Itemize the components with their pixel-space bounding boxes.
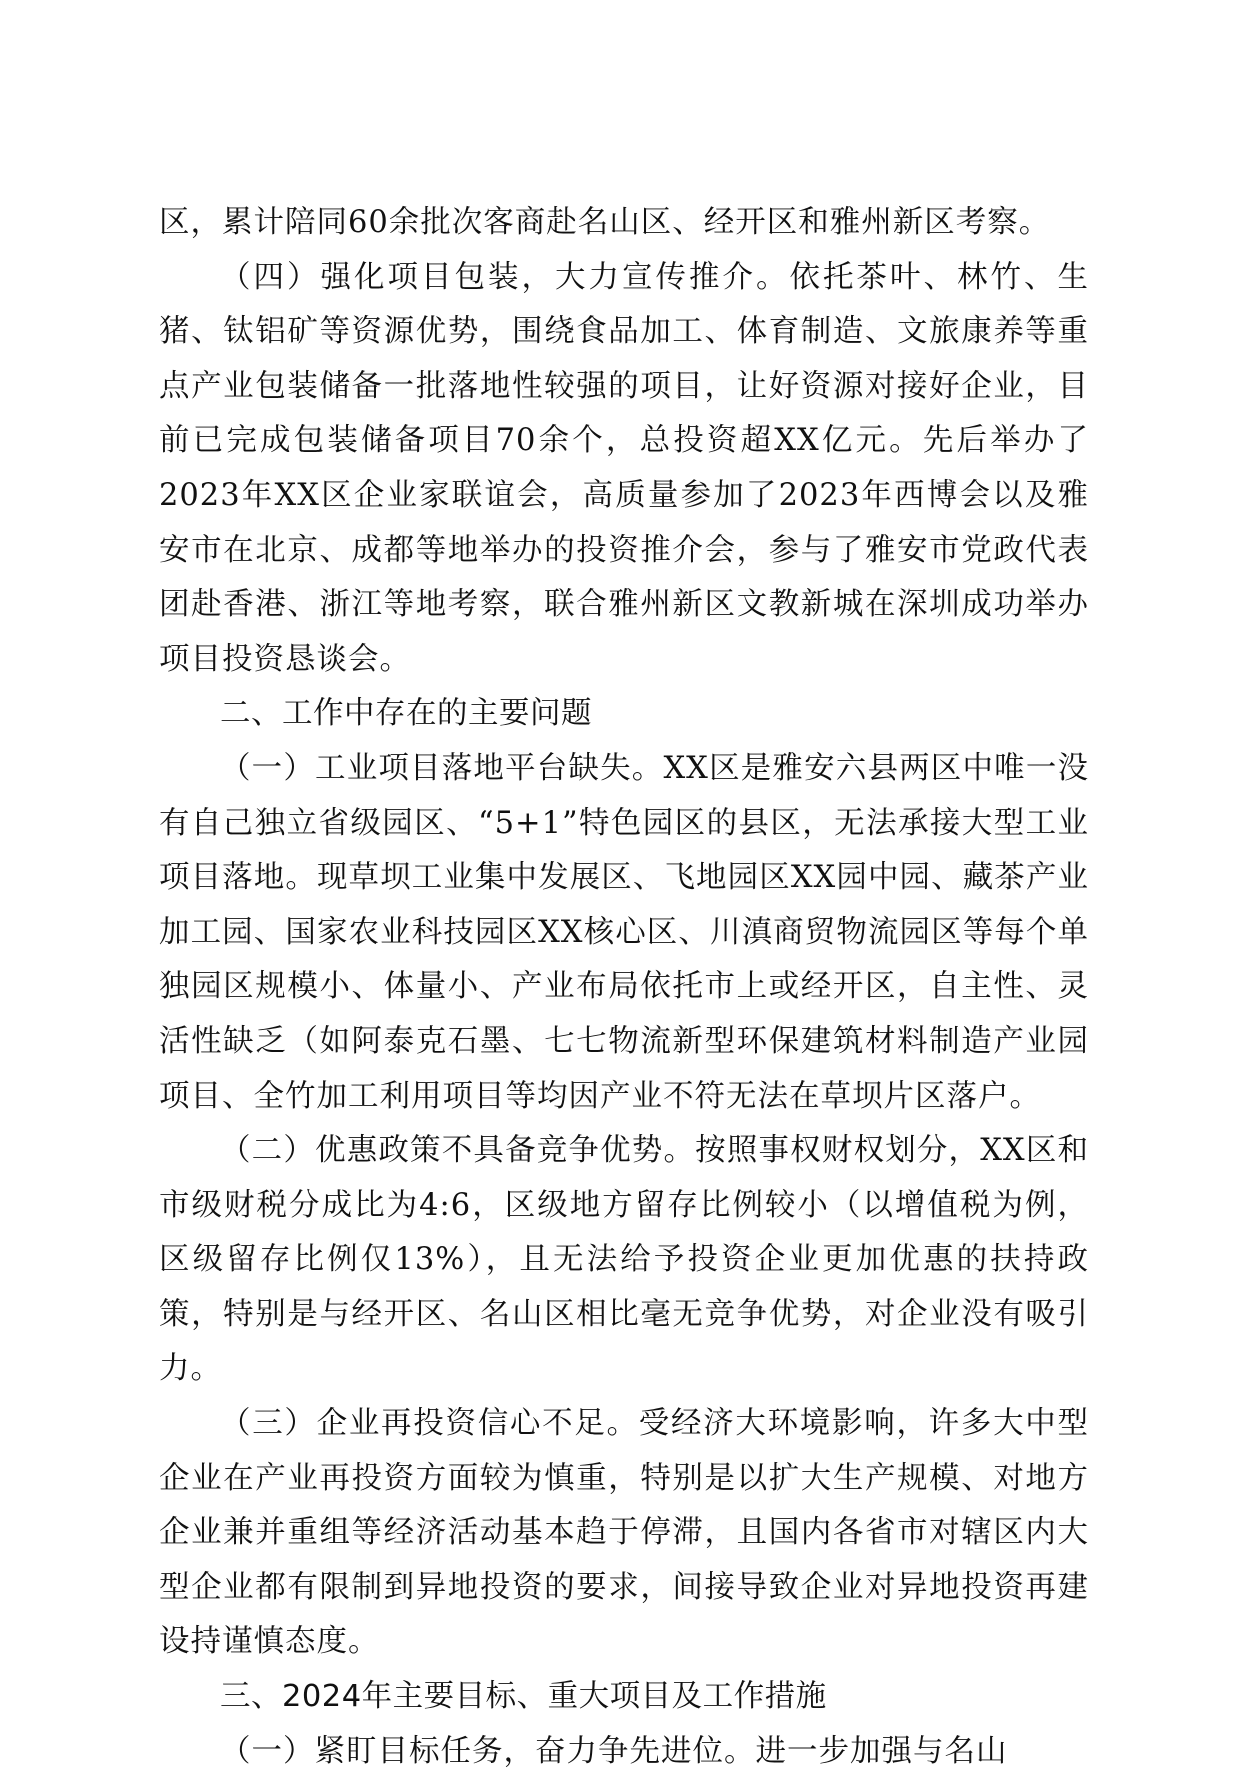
paragraph-target-tasks: （一）紧盯目标任务，奋力争先进位。进一步加强与名山 [220,1733,1008,1769]
paragraph-reinvestment-confidence: （三）企业再投资信心不足。受经济大环境影响，许多大中型企业在产业再投资方面较为慎重，特别是以扩大生产规模、对地方企业兼并重组等经济活动基本趋于停滞，且国内各省市对辖区内大型企业都有限制到异地投资的要求，间接导致企业对异地投资再建设持谨慎态度。 [159,1406,1089,1660]
paragraph-lead: （三）企业再投资信心不足。 [220,1406,639,1442]
paragraph-lead: （二）优惠政策不具备竞争优势。 [220,1133,696,1169]
section-heading-problems: 二、工作中存在的主要问题 [220,696,592,732]
paragraph-lead: （一）紧盯目标任务，奋力争先进位。 [220,1733,756,1769]
section-heading-2024-goals: 三、2024年主要目标、重大项目及工作措施 [220,1679,827,1715]
paragraph-platform-lacking: （一）工业项目落地平台缺失。XX区是雅安六县两区中唯一没有自己独立省级园区、“5+1”特色园区的县区，无法承接大型工业项目落地。现草坝工业集中发展区、飞地园区XX园中园、藏茶产业加工园、国家农业科技园区XX核心区、川滇商贸物流园区等每个单独园区规模小、体量小、产业布局依托市上或经开区，自主性、灵活性缺乏（如阿泰克石墨、七七物流新型环保建筑材料制造产业园项目、全竹加工利用项目等均因产业不符无法在草坝片区落户。 [159,750,1090,1114]
paragraph-continuation: 区，累计陪同60余批次客商赴名山区、经开区和雅州新区考察。 [159,205,1051,240]
paragraph-lead: （一）工业项目落地平台缺失。 [220,750,664,786]
paragraph-lead: （四）强化项目包装，大力宣传推介。 [220,259,790,295]
paragraph-project-promotion: （四）强化项目包装，大力宣传推介。依托茶叶、林竹、生猪、钛铝矿等资源优势，围绕食品加工、体育制造、文旅康养等重点产业包装储备一批落地性较强的项目，让好资源对接好企业，目前已完成包装储备项目70余个，总投资超XX亿元。先后举办了2023年XX区企业家联谊会，高质量参加了2023年西博会以及雅安市在北京、成都等地举办的投资推介会，参与了雅安市党政代表团赴香港、浙江等地考察，联合雅州新区文教新城在深圳成功举办项目投资恳谈会。 [159,259,1089,677]
document-body [159,196,1089,1779]
paragraph-policy-advantage: （二）优惠政策不具备竞争优势。按照事权财权划分，XX区和市级财税分成比为4:6，区级地方留存比例较小（以增值税为例，区级留存比例仅13%），且无法给予投资企业更加优惠的扶持政策，特别是与经开区、名山区相比毫无竞争优势，对企业没有吸引力。 [159,1133,1089,1387]
